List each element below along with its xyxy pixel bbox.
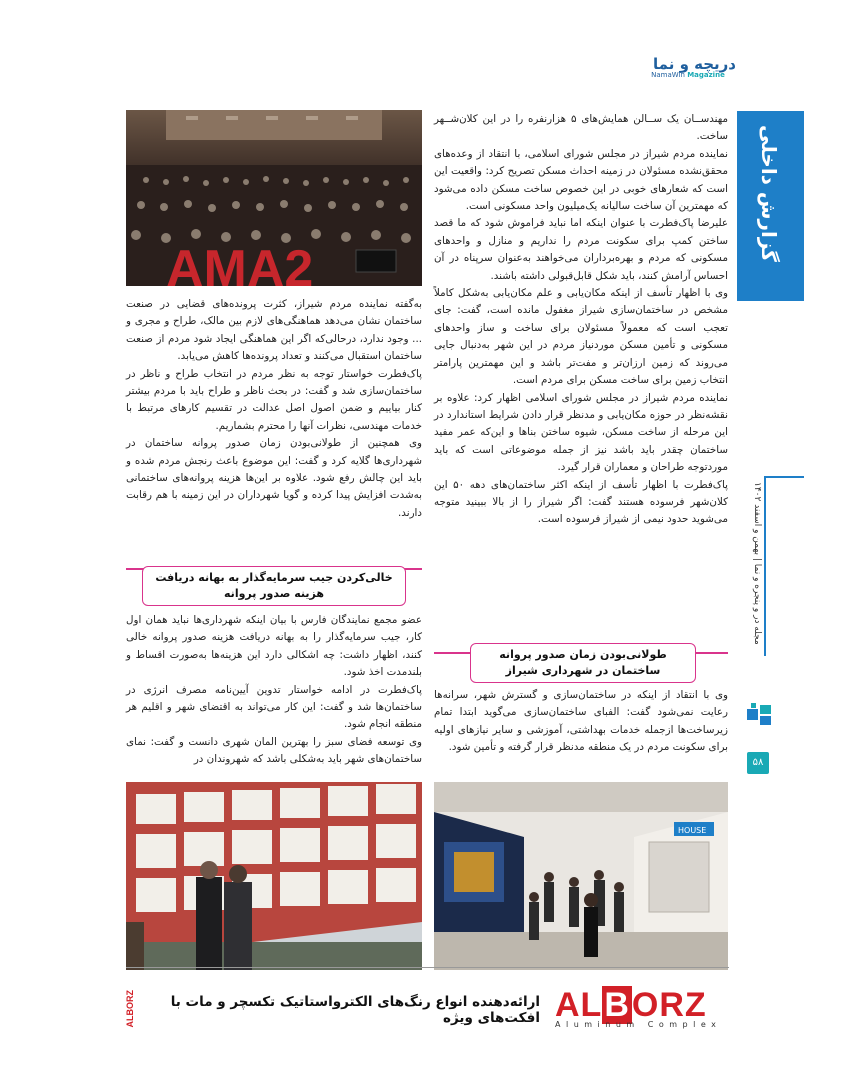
right-column-text-lower <box>434 687 728 757</box>
paragraph: پاک‌فطرت با اظهار تأسف از اینکه اکثر ساختمان‌های دهه ۵۰ این کلان‌شهر فرسوده هستند گفت: اگر شیراز را از بالا ببینید متوجه می‌شوید حدود نیمی از شیراز فرسوده است. <box>434 478 728 526</box>
page-number: ۵۸ <box>747 752 769 774</box>
right-column-text <box>434 111 728 529</box>
paragraph: وی با اظهار تأسف از اینکه مکان‌یابی و علم مکان‌یابی به‌شکل کاملاً مشخص در ساختمان‌سازی شیراز مغفول مانده است، گفت: جای تعجب است که معمولاً مسئولان برای ساخت و ساز واحدهای مسکونی و تأمین مسکن موردنیاز مردم در این شهر به‌دنبال جایی می‌روند که زمین ارزان‌تر و مفت‌تر باشد و این مهمترین پارامتر انتخاب زمین برای ساخت مسکن برای مردم است. <box>434 287 728 387</box>
magazine-logo-fa: دریچه و نما <box>653 55 736 73</box>
magazine-info: مجله در و پنجره و نما | بهمن و اسفند ۱۴۰۲ <box>752 482 762 645</box>
paragraph: علیرضا پاک‌فطرت با عنوان اینکه اما نباید فراموش شود که ما قصد ساختن کمپ برای سکونت مردم را نداریم و منازل و واحدهای مسکونی که مردم و بهره‌برداران می‌خواهند به‌عنوان سرپناه در آن احساس آرامش کنند، باید شکل قابل‌قبولی داشته باشند. <box>434 217 728 282</box>
sidebar-rule-top <box>764 476 804 478</box>
logo-en-a: NamaWin <box>651 71 685 79</box>
subhead-box <box>470 643 696 683</box>
magazine-logo-en <box>640 71 736 79</box>
paragraph: پاک‌فطرت خواستار توجه به نظر مردم در انتخاب طراح و ناظر در ساختمان‌سازی شد و گفت: در بحث ناظر و طراح باید با مردم بیشتر کنار بیاییم و ضمن اصول اصل عدالت در تقسیم کارهای مرتبط با خدمات مهندسی، نظرات آنها را محترم بشماریم. <box>126 367 422 432</box>
alborz-brand-sub: Aluminum Complex <box>555 1020 722 1029</box>
paragraph: نماینده مردم شیراز در مجلس شورای اسلامی اظهار کرد: علاوه بر نقشه‌نظر در حوزه مکان‌یابی و مدنظر قرار دادن شرایط استاندارد در این مرحله از ساخت مسکن، شیوه ساختن بناها و این‌که عمر مفید ساختمان چقدر باید باشد نیز از جمله موضوعاتی است که باید موردتوجه طراحان و معماران قرار گیرد. <box>434 391 728 474</box>
paragraph: وی همچنین از طولانی‌بودن زمان صدور پروانه ساختمان در شهرداری‌ها گلایه کرد و گفت: این موضوع باعث رنجش مردم شده و باید این چالش رفع شود. علاوه بر این‌ها هزینه پروانه‌های ساختمانی به‌شدت افزایش پیدا کرده و گویا شهرداران در این زمینه با هم رقابت دارند. <box>126 437 422 519</box>
alborz-brand: ALBORZ <box>555 986 707 1024</box>
auditorium-photo <box>126 110 422 286</box>
exhibition-board-photo <box>126 782 422 970</box>
expo-label: HOUSE <box>678 826 707 835</box>
subhead-box <box>142 566 406 606</box>
vertical-brand-text: ALBORZ <box>125 990 135 1028</box>
paragraph: نماینده مردم شیراز در مجلس شورای اسلامی، با انتقاد از وعده‌های محقق‌نشده مسئولان در زمینه احداث مسکن تصریح کرد: واقعیت این است که شعارهای خوبی در این خصوص ساخت مسکن داده می‌شود که مهمترین آن ساخت سالیانه یک‌میلیون واحد مسکونی است. <box>434 147 728 213</box>
paragraph: به‌گفته نماینده مردم شیراز، کثرت پرونده‌های قضایی در صنعت ساختمان نشان می‌دهد هماهنگی‌های لازم بین مالک، طراح و مجری و ... وجود ندارد، درحالی‌که اگر این هماهنگی ایجاد شود مردم از صنعت ساختمان استقبال می‌کنند و تعداد پرونده‌ها کاهش می‌یابد. <box>126 298 422 363</box>
footer-rule <box>126 967 729 968</box>
subhead-text: طولانی‌بودن زمان صدور پروانه ساختمان در شهرداری شیراز <box>499 648 667 677</box>
paragraph: وی با انتقاد از اینکه در ساختمان‌سازی و گسترش شهر، سرانه‌ها رعایت نمی‌شود گفت: الفبای ساختمان‌سازی می‌گوید ابتدا تمام زیرساخت‌ها ازجمله خدمات بهداشتی، آموزشی و سایر نیازهای اولیه برای سکونت مردم در یک منطقه مدنظر قرار گرفته و تأمین شود. <box>434 689 728 754</box>
logo-en-b: Magazine <box>687 71 725 79</box>
footer-tagline: ارائه‌دهنده انواع رنگ‌های الکترواستاتیک تکسچر و مات با افکت‌های ویژه <box>170 994 540 1026</box>
left-column-text-lower <box>126 612 422 769</box>
section-tab <box>737 111 804 301</box>
magazine-emblem-icon <box>745 700 775 730</box>
alborz-logo <box>555 988 730 1032</box>
alborz-vertical-logo <box>125 990 139 1038</box>
left-column-text <box>126 296 422 522</box>
paragraph: عضو مجمع نمایندگان فارس با بیان اینکه شهرداری‌ها نباید همان اول کار، جیب سرمایه‌گذار را به بهانه دریافت هزینه صدور پروانه خالی کنند، اظهار داشت: چه اشکالی دارد این هزینه‌ها به‌صورت اقساط و بلندمدت اخذ شود. <box>126 614 422 679</box>
section-title: گزارش داخلی <box>757 125 781 262</box>
paragraph: مهندســان یک ســالن همایش‌های ۵ هزارنفره را در این کلان‌شــهر ساخت. <box>434 113 728 143</box>
subhead-text: خالی‌کردن جیب سرمایه‌گذار به بهانه دریافت هزینه صدور پروانه <box>155 571 393 600</box>
auditorium-sign: AMA2 <box>166 240 314 286</box>
expo-hall-photo <box>434 782 728 970</box>
paragraph: پاک‌فطرت در ادامه خواستار تدوین آیین‌نامه مصرف انرژی در ساختمان‌ها شد و گفت: این کار می‌تواند به اقتضای شهر و اقلیم هر منطقه انجام شود. <box>126 683 422 731</box>
sidebar-rule <box>764 476 766 656</box>
magazine-logo <box>640 55 736 81</box>
paragraph: وی توسعه فضای سبز را بهترین المان شهری دانست و گفت: نمای ساختمان‌های شهر باید به‌شکلی باشد که شهروندان در <box>126 735 422 766</box>
